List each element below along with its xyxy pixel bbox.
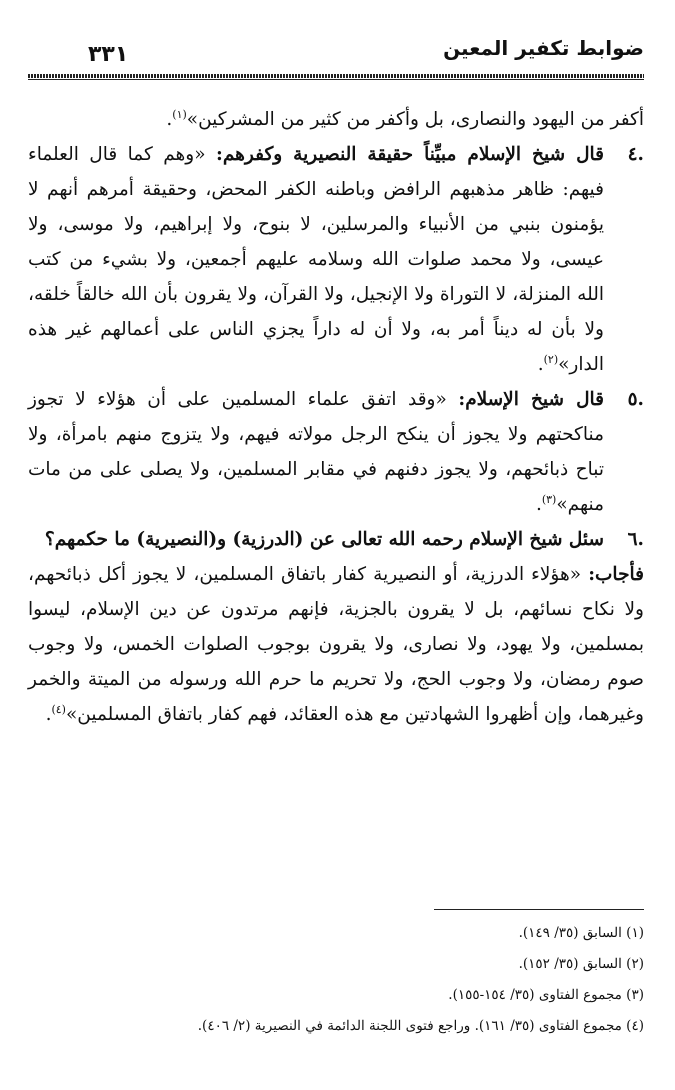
item-number: .٤ (627, 144, 644, 165)
footnotes (28, 909, 644, 1042)
page-number: ٣٣١ (88, 42, 129, 67)
footnote-ref-4: (٤) (51, 702, 66, 716)
answer-quote: «هؤلاء الدرزية، أو النصيرية كفار باتفاق المسلمين، لا يجوز أكل ذبائحهم، ولا نكاح نسائهم، بل لا يقرون بالجزية، فإنهم مرتدون عن دين الإسلام، ليسوا بمسلمين، ولا يهود، ولا نصارى، ولا يقرون بوجوب الصلوات الخمس، ولا وجوب صوم رمضان، ولا وجوب الحج، ولا تحريم ما حرم الله ورسوله من الميتة والخمر وغيرهما، وإن أظهروا الشهادتين مع هذه العقائد، فهم كفار باتفاق المسلمين» (28, 564, 644, 725)
footnote-divider (434, 909, 644, 910)
item-number: .٦ (627, 529, 644, 550)
list-item-4 (28, 137, 644, 382)
item-body (28, 522, 604, 557)
running-header (28, 14, 644, 66)
item-quote: «وقد اتفق علماء المسلمين على أن هؤلاء لا تجوز مناكحتهم ولا يجوز أن ينكح الرجل مولاته فيهم، ولا يتزوج منهم بامرأة، ولا تباح ذبائحهم، ولا يجوز دفنهم في مقابر المسلمين، ولا يصلى على من مات منهم» (28, 389, 604, 515)
footnote-2: (٢) السابق (٣٥/ ١٥٢). (518, 956, 644, 972)
intro-text: أكفر من اليهود والنصارى، بل وأكفر من كثير من المشركين» (186, 109, 644, 130)
item-body: قال شيخ الإسلام: «وقد اتفق علماء المسلمين على أن هؤلاء لا تجوز مناكحتهم ولا يجوز أن ينكح الرجل مولاته فيهم، ولا يتزوج منهم بامرأة، ولا تباح ذبائحهم، ولا يجوز دفنهم في مقابر المسلمين، ولا يصلى على من مات منهم»$^{(٣)}$. (28, 389, 605, 515)
answer-lead: فأجاب: (588, 564, 644, 585)
header-title: ضوابط تكفير المعين (443, 36, 644, 60)
item-lead: قال شيخ الإسلام: (458, 389, 605, 410)
item-lead: قال شيخ الإسلام مبيِّناً حقيقة النصيرية وكفرهم: (215, 144, 604, 165)
intro-paragraph: أكفر من اليهود والنصارى، بل وأكفر من كثير من المشركين»$^{(١)}$. (166, 107, 644, 130)
item-quote: «وهم كما قال العلماء فيهم: ظاهر مذهبهم الرافض وباطنه الكفر المحض، وحقيقة أمرهم أنهم لا يؤمنون بنبي من الأنبياء والمرسلين، لا بنوح، ولا إبراهيم، ولا موسى، ولا عيسى، ولا محمد صلوات الله وسلامه عليهم أجمعين، ولا بشيء من كتب الله المنزلة، لا التوراة ولا الإنجيل، ولا القرآن، ولا يقرون بأن الله خالقاً خلقه، ولا بأن له ديناً أمر به، ولا أن له داراً يجزي الناس على أعمالهم غير هذه الدار» (28, 144, 604, 375)
footnote-3: (٣) مجموع الفتاوى (٣٥/ ١٥٤-١٥٥). (448, 987, 644, 1003)
footnote-ref-2: (٢) (543, 352, 559, 366)
footnote-1: (١) السابق (٣٥/ ١٤٩). (518, 925, 644, 941)
footnote-ref-3: (٣) (541, 492, 557, 506)
item-lead: سئل شيخ الإسلام رحمه الله تعالى عن (الدرزية) و(النصيرية) ما حكمهم؟ (44, 529, 604, 550)
item-body: قال شيخ الإسلام مبيِّناً حقيقة النصيرية وكفرهم: «وهم كما قال العلماء فيهم: ظاهر مذهبهم الرافض وباطنه الكفر المحض، وحقيقة أمرهم أنهم لا يؤمنون بنبي من الأنبياء والمرسلين، لا بنوح، ولا إبراهيم، ولا موسى، ولا عيسى، ولا محمد صلوات الله وسلامه عليهم أجمعين، ولا بشيء من كتب الله المنزلة، لا التوراة ولا الإنجيل، ولا القرآن، ولا يقرون بأن الله خالقاً خلقه، ولا بأن له ديناً أمر به، ولا أن له داراً يجزي الناس على أعمالهم غير هذه الدار»$^{(٢)}$. (28, 144, 604, 375)
book-page (28, 14, 644, 1074)
main-text (28, 102, 644, 732)
answer-paragraph: فأجاب: «هؤلاء الدرزية، أو النصيرية كفار باتفاق المسلمين، لا يجوز أكل ذبائحهم، ولا نكاح نسائهم، بل لا يقرون بالجزية، فإنهم مرتدون عن دين الإسلام، ليسوا بمسلمين، ولا يهود، ولا نصارى، ولا يقرون بوجوب الصلوات الخمس، ولا وجوب صوم رمضان، ولا وجوب الحج، ولا تحريم ما حرم الله ورسوله من الميتة والخمر وغيرهما، وإن أظهروا الشهادتين مع هذه العقائد، فهم كفار باتفاق المسلمين»$^{(٤)}$. (28, 564, 644, 725)
item-number: .٥ (627, 389, 644, 410)
footnote-ref-1: (١) (172, 107, 187, 121)
header-divider (28, 74, 644, 78)
list-item-5 (28, 382, 644, 522)
list-item-6 (28, 522, 644, 557)
footnote-4: (٤) مجموع الفتاوى (٣٥/ ١٦١). وراجع فتوى اللجنة الدائمة في النصيرية (٢/ ٤٠٦). (197, 1018, 644, 1034)
